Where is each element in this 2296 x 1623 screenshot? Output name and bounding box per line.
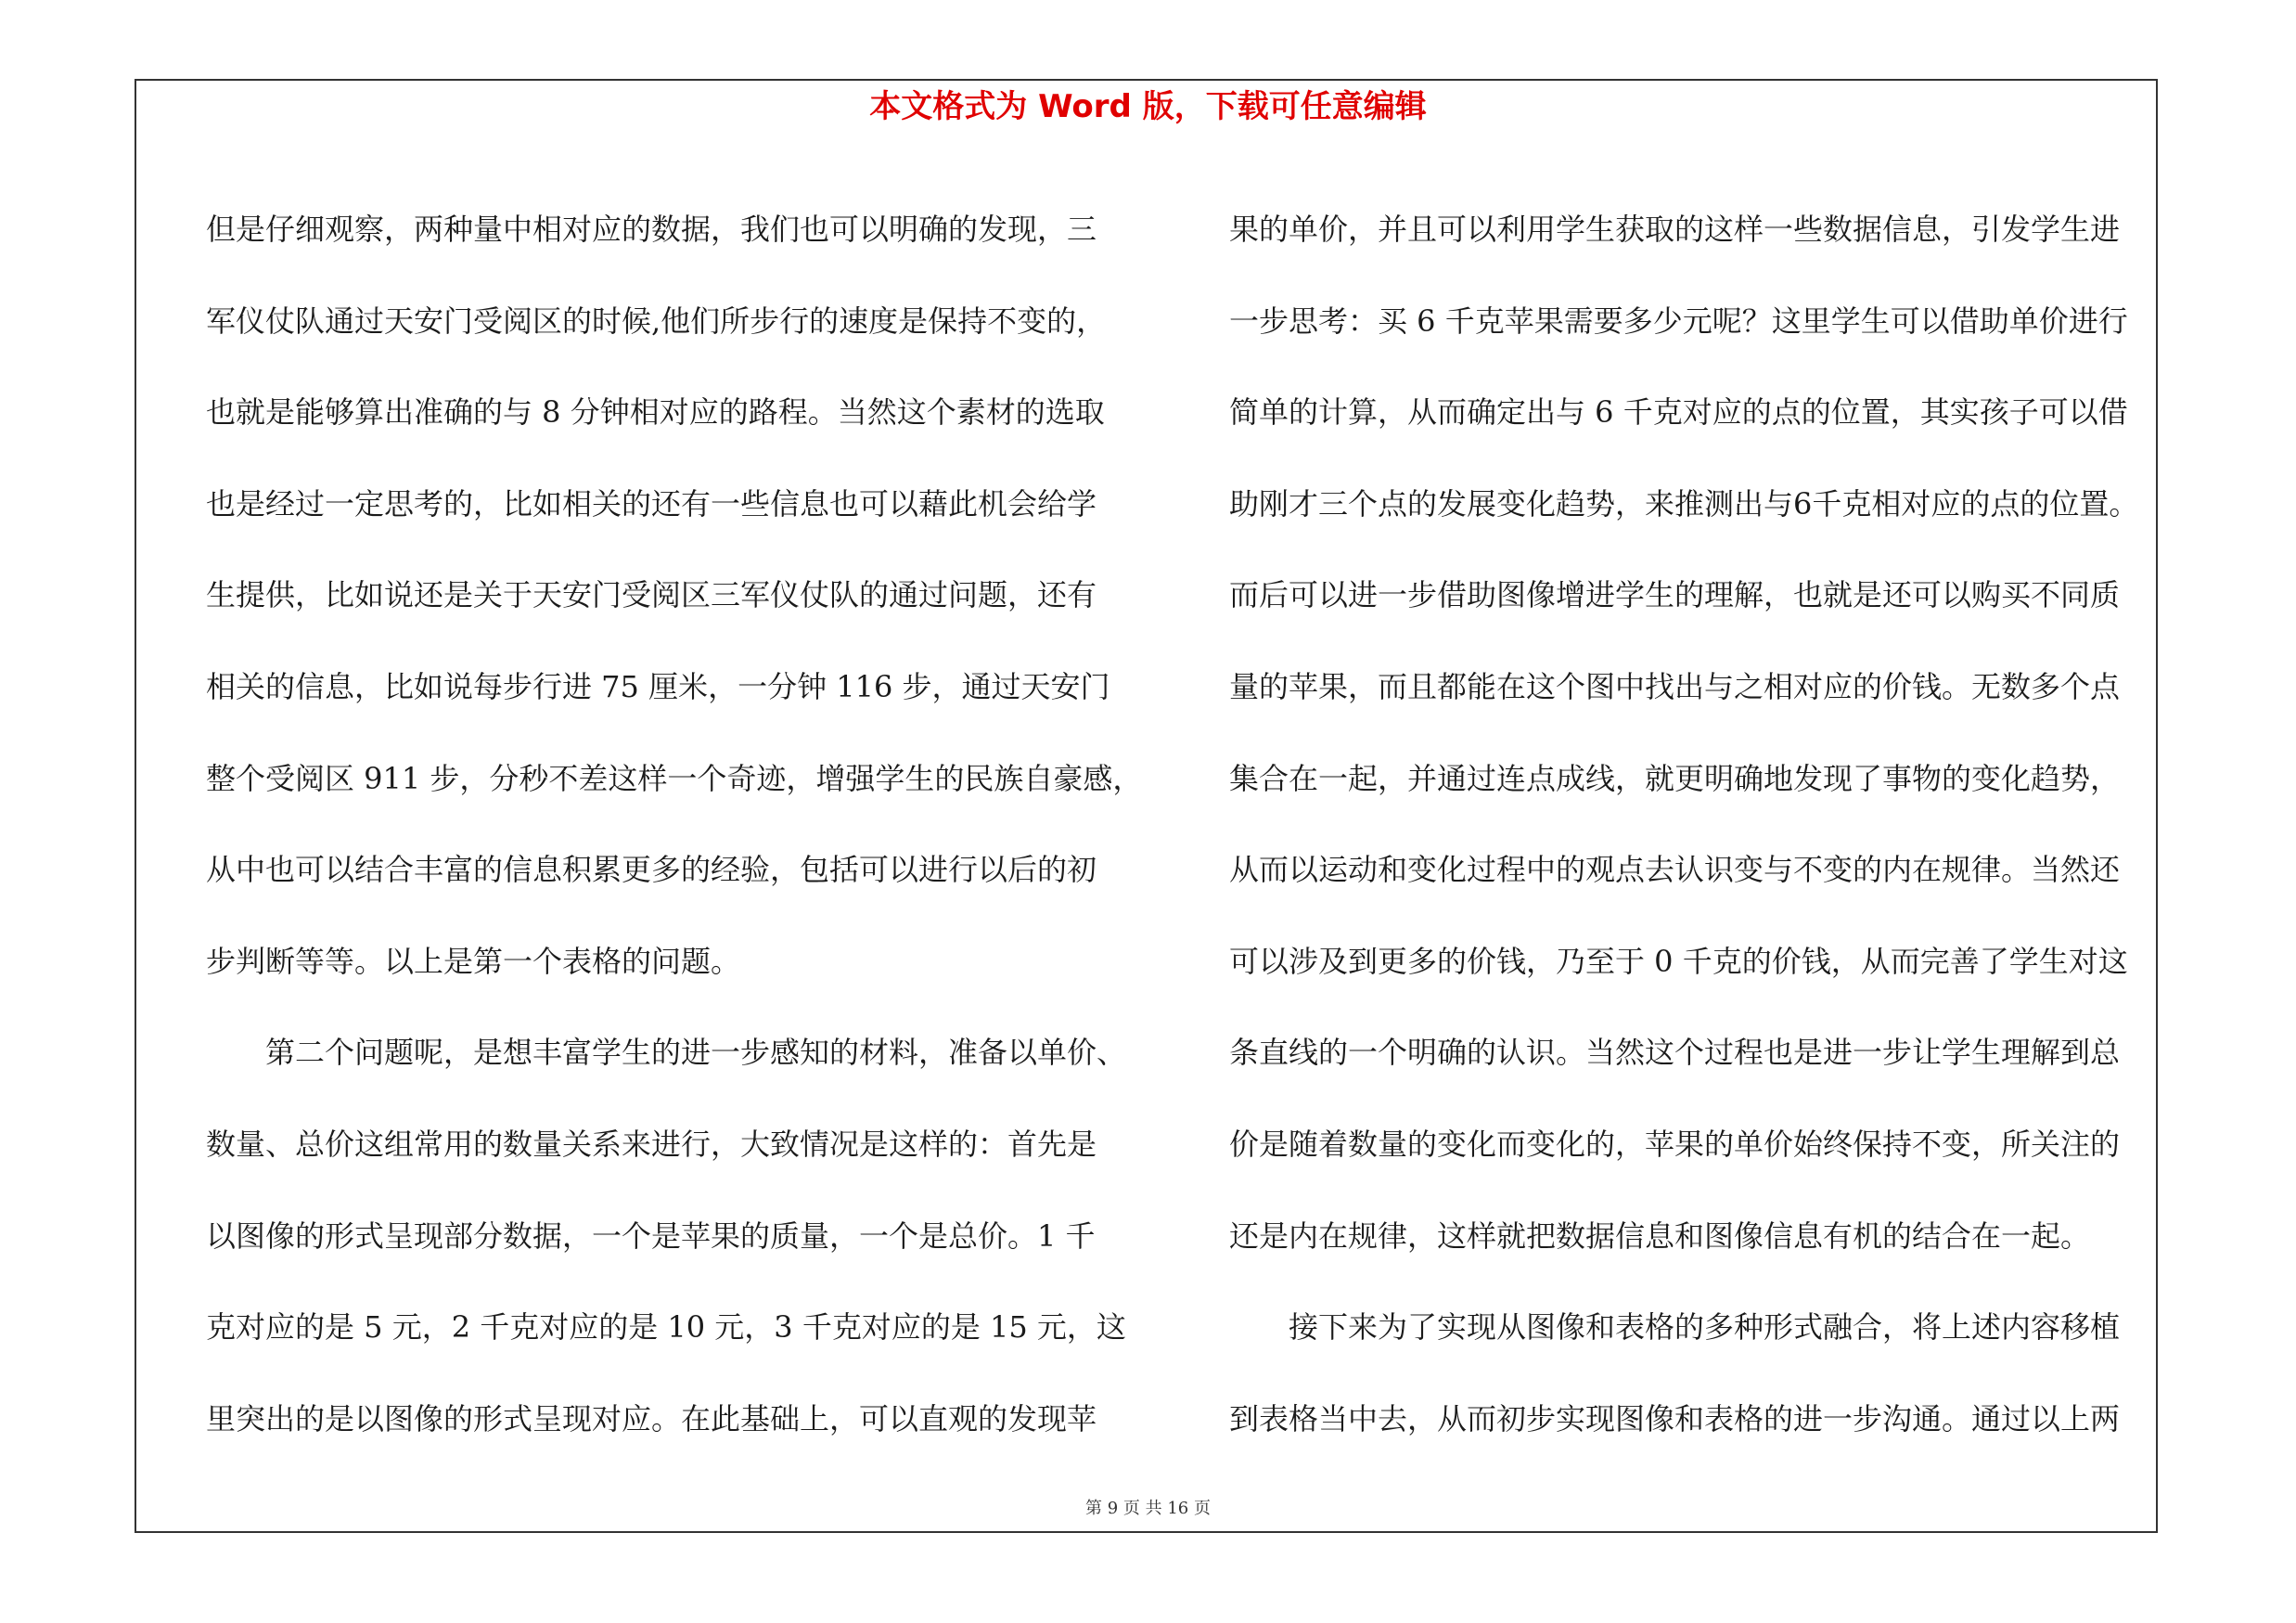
- text-line: 简单的计算，从而确定出与 6 千克对应的点的位置，其实孩子可以借: [1229, 394, 2128, 431]
- text-line: 而后可以进一步借助图像增进学生的理解，也就是还可以购买不同质: [1229, 577, 2121, 613]
- text-line: 也就是能够算出准确的与 8 分钟相对应的路程。当然这个素材的选取: [206, 394, 1105, 431]
- text-line: 一步思考：买 6 千克苹果需要多少元呢？这里学生可以借助单价进行: [1229, 303, 2128, 339]
- page-number-footer: 第 9 页 共 16 页: [1085, 1499, 1211, 1518]
- right-column: [1229, 184, 2159, 1464]
- text-line: 相关的信息，比如说每步行进 75 厘米，一分钟 116 步，通过天安门: [206, 668, 1110, 704]
- text-line: 军仪仗队通过天安门受阅区的时候,他们所步行的速度是保持不变的，: [206, 303, 1107, 339]
- text-line: 但是仔细观察，两种量中相对应的数据，我们也可以明确的发现，三: [206, 212, 1097, 247]
- text-line: 助刚才三个点的发展变化趋势，来推测出与6千克相对应的点的位置。: [1229, 485, 2139, 522]
- text-line: 数量、总价这组常用的数量关系来进行，大致情况是这样的：首先是: [206, 1126, 1097, 1162]
- text-line: 克对应的是 5 元，2 千克对应的是 10 元，3 千克对应的是 15 元，这: [206, 1309, 1126, 1346]
- text-line: 从而以运动和变化过程中的观点去认识变与不变的内在规律。当然还: [1229, 852, 2121, 888]
- text-line: 到表格当中去，从而初步实现图像和表格的进一步沟通。通过以上两: [1229, 1400, 2121, 1436]
- text-line: 还是内在规律，这样就把数据信息和图像信息有机的结合在一起。: [1229, 1217, 2091, 1254]
- text-line: 条直线的一个明确的认识。当然这个过程也是进一步让学生理解到总: [1229, 1035, 2121, 1071]
- text-line: 生提供，比如说还是关于天安门受阅区三军仪仗队的通过问题，还有: [206, 577, 1097, 613]
- text-line: 集合在一起，并通过连点成线，就更明确地发现了事物的变化趋势，: [1229, 760, 2121, 796]
- text-line: 可以涉及到更多的价钱，乃至于 0 千克的价钱，从而完善了学生对这: [1229, 943, 2128, 979]
- text-line: 量的苹果，而且都能在这个图中找出与之相对应的价钱。无数多个点: [1229, 668, 2121, 704]
- text-line: 也是经过一定思考的，比如相关的还有一些信息也可以藉此机会给学: [206, 485, 1097, 522]
- text-line: 里突出的是以图像的形式呈现对应。在此基础上，可以直观的发现苹: [206, 1400, 1097, 1436]
- text-line: 价是随着数量的变化而变化的，苹果的单价始终保持不变，所关注的: [1229, 1126, 2121, 1162]
- text-line: 从中也可以结合丰富的信息积累更多的经验，包括可以进行以后的初: [206, 852, 1097, 888]
- left-column: [206, 184, 1143, 1464]
- paragraph-start-line: 第二个问题呢，是想丰富学生的进一步感知的材料，准备以单价、: [265, 1035, 1127, 1071]
- paragraph-start-line: 接下来为了实现从图像和表格的多种形式融合，将上述内容移植: [1289, 1309, 2121, 1346]
- text-line: 果的单价，并且可以利用学生获取的这样一些数据信息，引发学生进: [1229, 212, 2121, 247]
- text-line: 步判断等等。以上是第一个表格的问题。: [206, 943, 741, 979]
- text-line: 以图像的形式呈现部分数据，一个是苹果的质量，一个是总价。1 千: [206, 1217, 1096, 1254]
- format-banner: 本文格式为 Word 版，下载可任意编辑: [869, 88, 1427, 125]
- text-line: 整个受阅区 911 步，分秒不差这样一个奇迹，增强学生的民族自豪感，: [206, 760, 1143, 796]
